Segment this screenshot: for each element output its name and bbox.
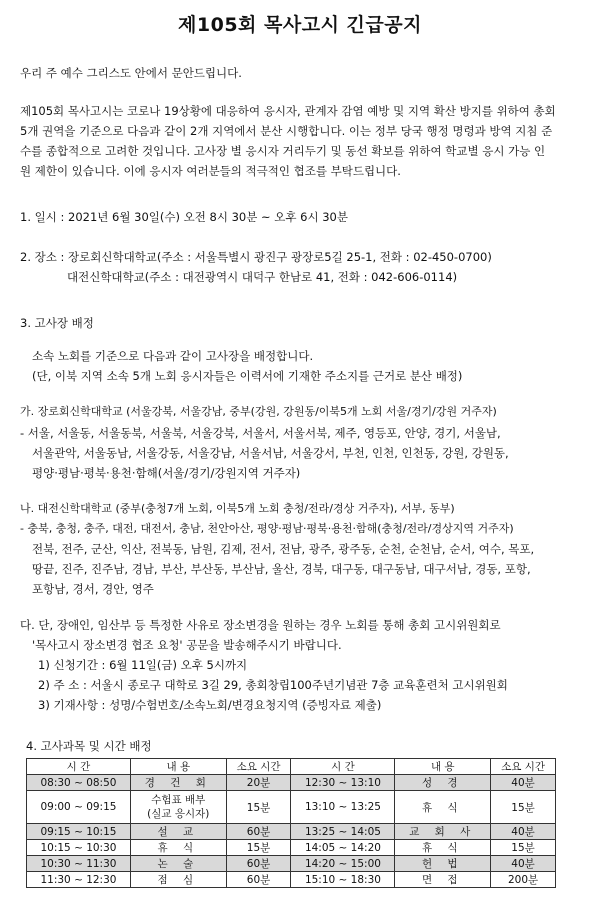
place-line-2: 대전신학대학교(주소 : 대전광역시 대덕구 한남로 41, 전화 : 042-606-0114) (67, 270, 458, 284)
ga-line-2: 서울관악, 서울동남, 서울강동, 서울강남, 서울서남, 서울강서, 부천, 인천, 인천동, 강원, 강원동, (32, 446, 509, 460)
da-item-1: 1) 신청기간 : 6월 11일(금) 오후 5시까지 (38, 658, 248, 672)
section-3-line-1: 소속 노회를 기준으로 다음과 같이 고사장을 배정합니다. (32, 349, 314, 363)
schedule-table (26, 758, 556, 888)
table-cell: 14:05 ~ 14:20 (291, 840, 395, 856)
table-cell: 08:30 ~ 08:50 (27, 775, 131, 791)
table-cell: 60분 (226, 856, 291, 872)
da-line-2: '목사고시 장소변경 협조 요청' 공문을 발송해주시기 바랍니다. (32, 638, 342, 652)
header-duration: 소요 시간 (226, 759, 291, 775)
ga-line-3: 평양·평남·평북·용천·함해(서울/경기/강원지역 거주자) (32, 466, 301, 480)
header-content: 내 용 (130, 759, 226, 775)
table-row (27, 791, 556, 824)
table-cell: 200분 (491, 872, 556, 888)
table-cell: 40분 (491, 775, 556, 791)
table-header-row (27, 759, 556, 775)
table-row (27, 856, 556, 872)
distribution-label: 수험표 배부 (151, 794, 206, 806)
table-cell: 면 접 (395, 872, 491, 888)
na-line-4: 포항남, 경서, 경안, 영주 (32, 582, 154, 596)
table-cell: 09:15 ~ 10:15 (27, 824, 131, 840)
table-cell: 설 교 (130, 824, 226, 840)
exam-date: 1. 일시 : 2021년 6월 30일(수) 오전 8시 30분 ~ 오후 6시 30분 (20, 210, 348, 224)
intro-line-3: 수를 종합적으로 고려한 것입니다. 고사장 별 응시자 거리두기 및 동선 확보를 위하여 학교별 응시 가능 인 (20, 144, 546, 158)
ga-line-1: - 서울, 서울동, 서울동북, 서울북, 서울강북, 서울서, 서울서북, 제주, 영등포, 안양, 경기, 서울남, (20, 426, 501, 440)
table-cell: 논 술 (130, 856, 226, 872)
header-duration: 소요 시간 (491, 759, 556, 775)
table-cell (130, 791, 226, 824)
na-line-1: - 충북, 충청, 충주, 대전, 대전서, 충남, 천안아산, 평양·평남·평북·용천·함해(충청/전라/경상지역 거주자) (20, 522, 514, 535)
table-cell: 15분 (491, 840, 556, 856)
table-cell: 15분 (226, 791, 291, 824)
table-row (27, 872, 556, 888)
greeting: 우리 주 예수 그리스도 안에서 문안드립니다. (20, 66, 242, 80)
table-cell: 15분 (226, 840, 291, 856)
section-3-heading: 3. 고사장 배정 (20, 316, 94, 330)
intro-line-2: 5개 권역을 기준으로 다음과 같이 2개 지역에서 분산 시행합니다. 이는 정부 당국 행정 명령과 방역 지침 준 (20, 124, 553, 138)
table-cell: 09:00 ~ 09:15 (27, 791, 131, 824)
section-3-line-2: (단, 이북 지역 소속 5개 노회 응시자들은 이력서에 기재한 주소지를 근거로 분산 배정) (32, 369, 463, 383)
table-cell: 40분 (491, 856, 556, 872)
intro-line-4: 원 제한이 있습니다. 이에 응시자 여러분들의 적극적인 협조를 부탁드립니다. (20, 164, 401, 178)
intro-line-1: 제105회 목사고시는 코로나 19상황에 대응하여 응시자, 관계자 감염 예방 및 지역 확산 방지를 위하여 총회 (20, 104, 556, 118)
table-cell: 10:30 ~ 11:30 (27, 856, 131, 872)
header-time: 시 간 (27, 759, 131, 775)
page-title: 제105회 목사고시 긴급공지 (178, 14, 422, 36)
table-cell: 40분 (491, 824, 556, 840)
place-line-1: 2. 장소 : 장로회신학대학교(주소 : 서울특별시 광진구 광장로5길 25-1, 전화 : 02-450-0700) (20, 250, 492, 264)
table-cell: 11:30 ~ 12:30 (27, 872, 131, 888)
na-line-2: 전북, 전주, 군산, 익산, 전북동, 남원, 김제, 전서, 전남, 광주, 광주동, 순천, 순천남, 순서, 여수, 목포, (32, 542, 535, 556)
table-cell: 교 회 사 (395, 824, 491, 840)
table-cell: 휴 식 (130, 840, 226, 856)
section-4-heading: 4. 고사과목 및 시간 배정 (26, 739, 152, 753)
table-cell: 경 건 회 (130, 775, 226, 791)
table-cell: 점 심 (130, 872, 226, 888)
table-cell: 20분 (226, 775, 291, 791)
table-row (27, 840, 556, 856)
table-cell: 휴 식 (395, 840, 491, 856)
table-row (27, 824, 556, 840)
table-cell: 13:25 ~ 14:05 (291, 824, 395, 840)
na-heading: 나. 대전신학대학교 (중부(충청7개 노회, 이북5개 노회 충청/전라/경상 거주자), 서부, 동부) (20, 502, 455, 515)
table-cell: 15분 (491, 791, 556, 824)
table-cell: 12:30 ~ 13:10 (291, 775, 395, 791)
table-row (27, 775, 556, 791)
header-content: 내 용 (395, 759, 491, 775)
da-item-2: 2) 주 소 : 서울시 종로구 대학로 3길 29, 총회창립100주년기념관 7층 교육훈련처 고시위원회 (38, 678, 508, 692)
table-cell: 성 경 (395, 775, 491, 791)
table-cell: 10:15 ~ 10:30 (27, 840, 131, 856)
table-cell: 60분 (226, 872, 291, 888)
ga-heading: 가. 장로회신학대학교 (서울강북, 서울강남, 중부(강원, 강원동/이북5개 노회 서울/경기/강원 거주자) (20, 405, 497, 418)
table-cell: 60분 (226, 824, 291, 840)
table-cell: 휴 식 (395, 791, 491, 824)
header-time: 시 간 (291, 759, 395, 775)
da-item-3: 3) 기재사항 : 성명/수험번호/소속노회/변경요청지역 (증빙자료 제출) (38, 698, 382, 712)
distribution-note: (실교 응시자) (147, 808, 210, 820)
table-cell: 15:10 ~ 18:30 (291, 872, 395, 888)
da-line-1: 다. 단, 장애인, 임산부 등 특정한 사유로 장소변경을 원하는 경우 노회를 통해 총회 고시위원회로 (20, 618, 501, 632)
table-cell: 헌 법 (395, 856, 491, 872)
na-line-3: 땅끝, 진주, 진주남, 경남, 부산, 부산동, 부산남, 울산, 경북, 대구동, 대구동남, 대구서남, 경동, 포항, (32, 562, 531, 576)
table-cell: 13:10 ~ 13:25 (291, 791, 395, 824)
table-cell: 14:20 ~ 15:00 (291, 856, 395, 872)
